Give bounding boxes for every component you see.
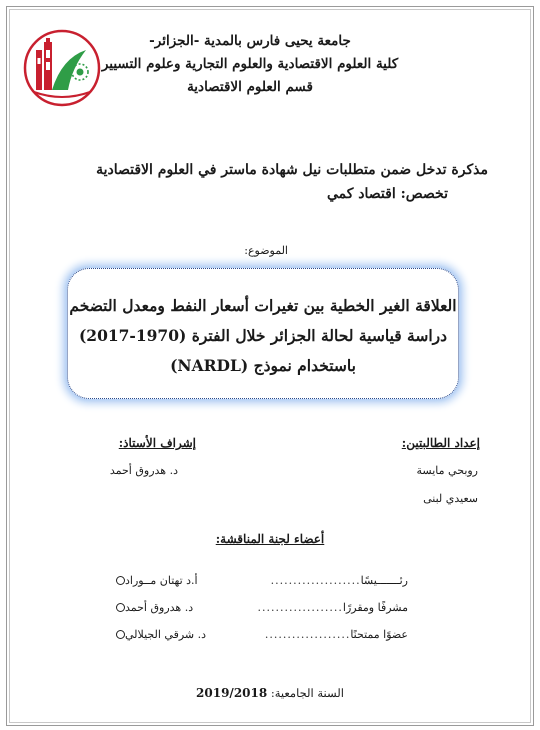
member-name: أ.د تهتان مــوراد <box>125 573 198 587</box>
member-role: مشرفًا ومقررًا <box>342 600 408 614</box>
prepared-by-label: إعداد الطالبتين: <box>401 436 480 450</box>
faculty-name: كلية العلوم الاقتصادية والعلوم التجارية وعلوم التسيير <box>101 56 399 72</box>
committee-member <box>108 595 408 619</box>
student-name: سعيدي لبنى <box>423 492 478 505</box>
bullet-circle-icon <box>116 576 125 585</box>
bullet-circle-icon <box>116 630 125 639</box>
subject-label: الموضوع: <box>244 244 288 257</box>
student-name: روبحي مايسة <box>416 464 478 477</box>
member-name: د. هدروق أحمد <box>125 600 194 614</box>
supervisor-name: د. هدروق أحمد <box>109 464 178 477</box>
member-role: عضوًا ممتحنًا <box>350 627 408 641</box>
university-name: جامعة يحيى فارس بالمدية -الجزائر- <box>149 33 351 49</box>
degree-statement: مذكرة تدخل ضمن متطلبات نيل شهادة ماستر في العلوم الاقتصادية <box>96 162 488 178</box>
thesis-statement <box>48 158 488 206</box>
title-line-3: باستخدام نموذج (NARDL) <box>170 356 356 375</box>
committee-title: أعضاء لجنة المناقشة: <box>215 532 325 546</box>
committee-list <box>108 568 408 649</box>
committee-member <box>108 622 408 646</box>
leader-dots: ................... <box>257 600 343 614</box>
specialization: تخصص: اقتصاد كمي <box>326 186 448 202</box>
university-header <box>100 30 400 99</box>
leader-dots: .................... <box>270 573 361 587</box>
member-role: رئـــــــيسًا <box>360 573 408 587</box>
university-logo <box>22 28 102 108</box>
bullet-circle-icon <box>116 603 125 612</box>
title-line-2: دراسة قياسية لحالة الجزائر خلال الفترة (1970-2017) <box>78 326 448 345</box>
member-name: د. شرقي الجيلالي <box>125 627 207 641</box>
leader-dots: ................... <box>264 627 351 641</box>
thesis-title <box>68 291 458 381</box>
title-line-1: العلاقة الغير الخطية بين تغيرات أسعار النفط ومعدل التضخم <box>69 296 457 315</box>
supervised-by-label: إشراف الأستاذ: <box>118 436 196 450</box>
title-box <box>67 268 459 399</box>
department-name: قسم العلوم الاقتصادية <box>187 79 313 95</box>
academic-year <box>0 686 540 700</box>
academic-year-label: السنة الجامعية: <box>270 686 344 700</box>
committee-member <box>108 568 408 592</box>
academic-year-value: 2019/2018 <box>196 686 268 700</box>
